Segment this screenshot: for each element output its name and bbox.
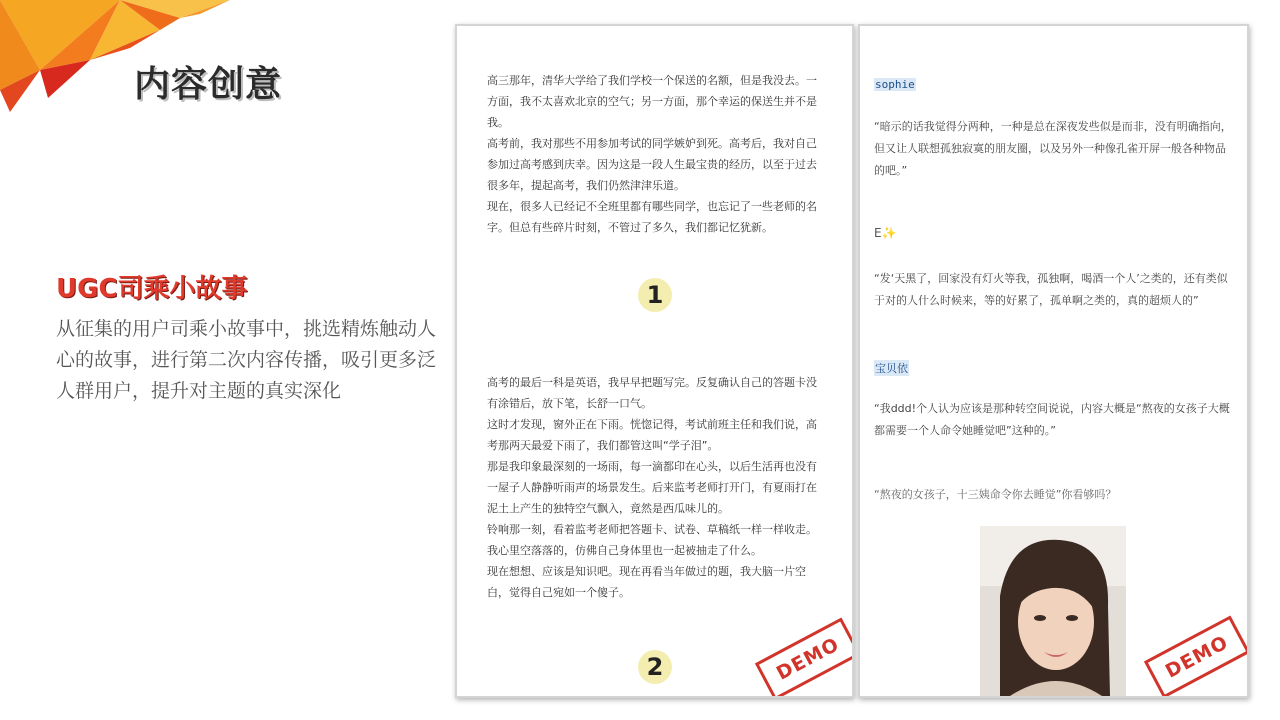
slide-title: 内容创意 <box>134 64 283 105</box>
story-1 <box>487 70 827 238</box>
story-1-paragraph: 高考前，我对那些不用参加考试的同学嫉妒到死。高考后，我对自己参加过高考感到庆幸。因为这是一段人生最宝贵的经历，以至于过去很多年，提起高考，我们仍然津津乐道。 <box>487 137 817 192</box>
story-2-paragraph: 现在想想、应该是知识吧。现在再看当年做过的题，我大脑一片空白，觉得自己宛如一个傻子。 <box>487 565 806 599</box>
story-2-paragraph: 这时才发现，窗外正在下雨。恍惚记得，考试前班主任和我们说，高考那两天最爱下雨了，我们都管这叫“学子泪”。 <box>487 418 817 452</box>
demo-stamp: DEMO <box>1144 615 1249 698</box>
story-document-page <box>455 24 854 698</box>
story-marker-1: 1 <box>638 278 672 312</box>
story-2-paragraph: 高考的最后一科是英语，我早早把题写完。反复确认自己的答题卡没有涂错后，放下笔，长舒一口气。 <box>487 376 817 410</box>
comment-text: “熬夜的女孩子，十三姨命令你去睡觉”你看够吗？ <box>874 488 1117 501</box>
comment-text: “暗示的话我觉得分两种，一种是总在深夜发些似是而非，没有明确指向，但又让人联想孤独寂寞的朋友圈，以及另外一种像孔雀开屏一般各种物品的吧。” <box>874 120 1232 177</box>
comment-text: “发‘天黑了，回家没有灯火等我，孤独啊，喝酒一个人’之类的，还有类似于对的人什么时候来，等的好累了，孤单啊之类的，真的超烦人的” <box>874 272 1228 307</box>
portrait-photo <box>980 526 1126 696</box>
story-1-paragraph: 现在，很多人已经记不全班里都有哪些同学，也忘记了一些老师的名字。但总有些碎片时刻，不管过了多久，我们都记忆犹新。 <box>487 200 817 234</box>
story-2-paragraph: 那是我印象最深刻的一场雨，每一滴都印在心头，以后生活再也没有一屋子人静静听雨声的场景发生。后来监考老师打开门，有夏雨打在泥土上产生的独特空气飘入，竟然是西瓜味儿的。 <box>487 460 817 515</box>
story-marker-2: 2 <box>638 650 672 684</box>
sparkle-icon: ✨ <box>881 226 897 240</box>
sparkle-label: E <box>874 226 882 240</box>
story-1-paragraph: 高三那年，清华大学给了我们学校一个保送的名额，但是我没去。一方面，我不太喜欢北京的空气；另一方面，那个幸运的保送生并不是我。 <box>487 74 817 129</box>
comment-username: sophie <box>875 78 915 91</box>
section-description: 从征集的用户司乘小故事中，挑选精炼触动人心的故事，进行第二次内容传播，吸引更多泛人群用户，提升对主题的真实深化 <box>56 318 437 402</box>
story-2-paragraph: 铃响那一刻，看着监考老师把答题卡、试卷、草稿纸一样一样收走。我心里空落落的，仿佛自己身体里也一起被抽走了什么。 <box>487 523 817 557</box>
comment-username: 宝贝依 <box>875 362 908 375</box>
section-heading: UGC司乘小故事 <box>56 274 248 304</box>
sparkle-line <box>874 226 897 240</box>
comments-document-page <box>858 24 1249 698</box>
comment-text: “我ddd!个人认为应该是那种转空间说说，内容大概是“熬夜的女孩子大概都需要一个人命令她睡觉吧”这种的。” <box>874 402 1230 437</box>
demo-stamp: DEMO <box>755 617 854 698</box>
story-2 <box>487 372 827 603</box>
